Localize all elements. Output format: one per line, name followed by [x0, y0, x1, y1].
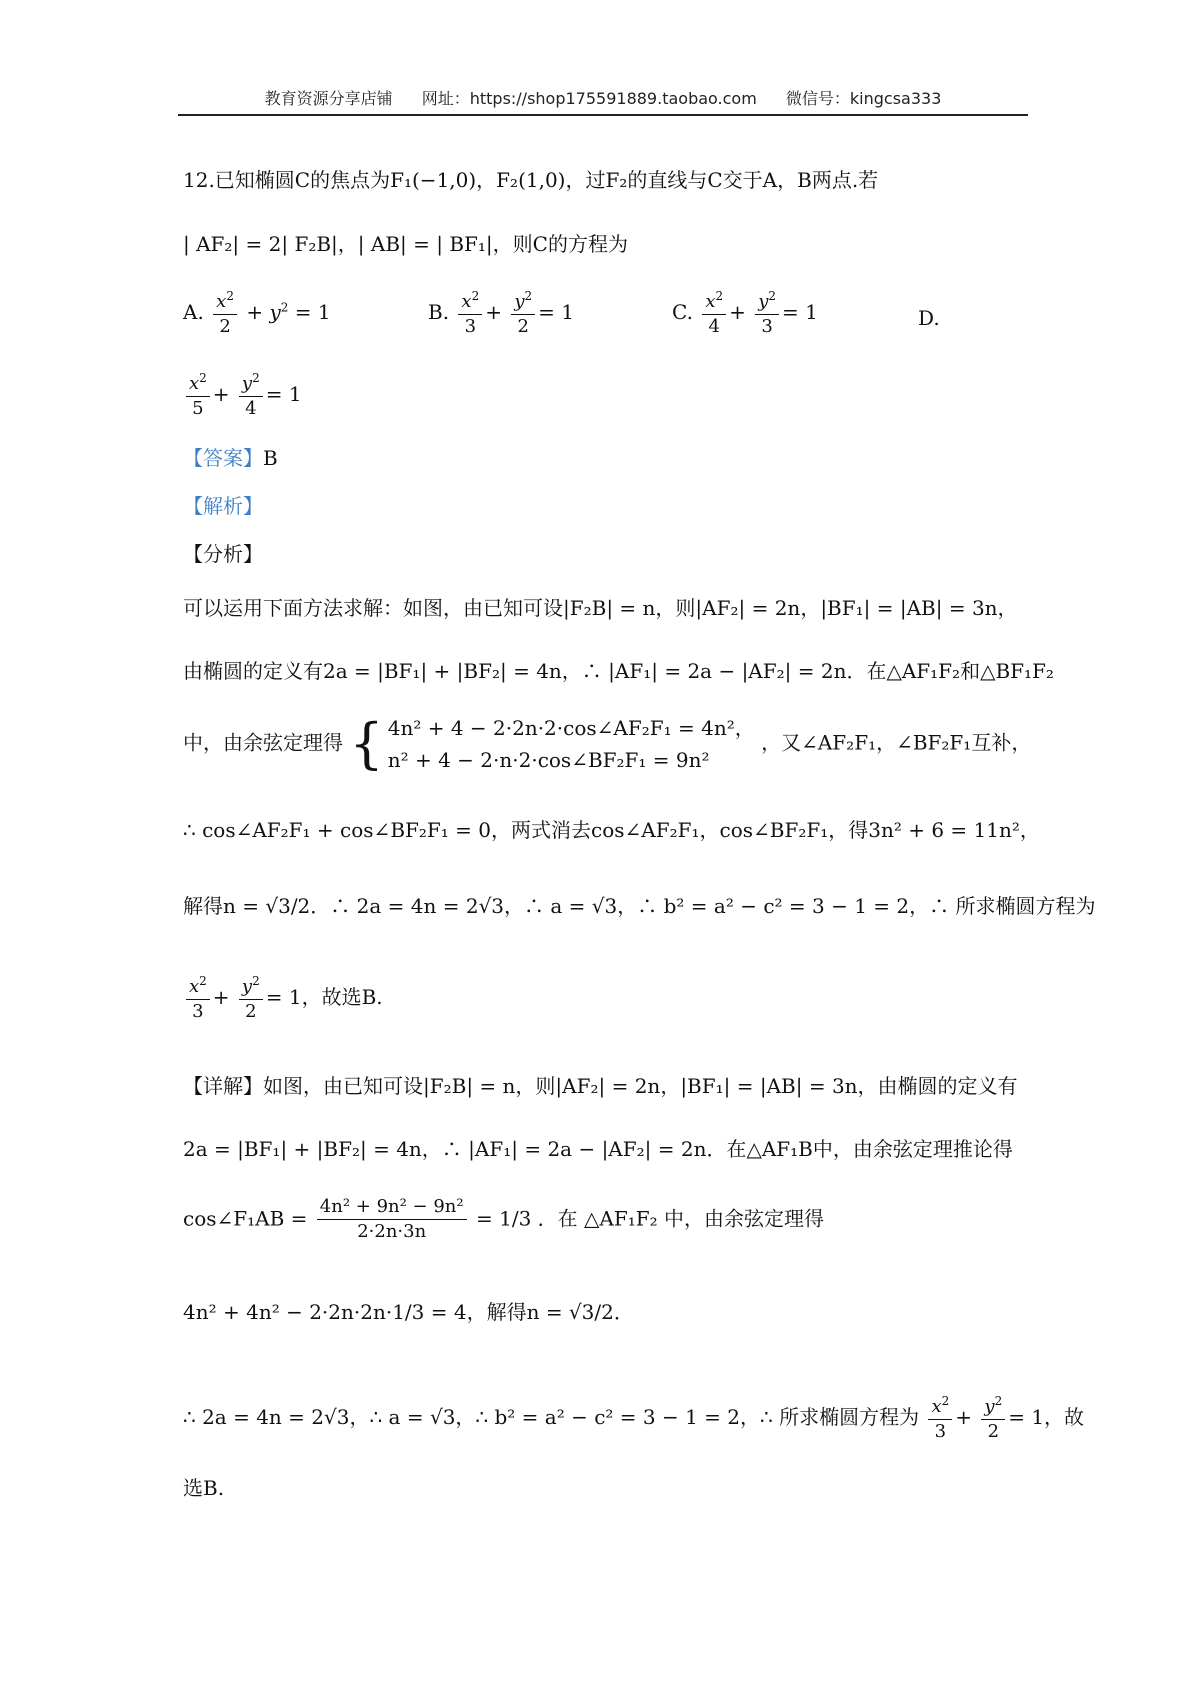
equation-system: { 4n² + 4 − 2·2n·2·cos∠AF₂F₁ = 4n²， n² + 4 − 2·n·2·cos∠BF₂F₁ = 9n² — [349, 712, 755, 775]
header-shop: 教育资源分享店铺 — [264, 89, 393, 108]
fenxi-p3-pre: 中，由余弦定理得 — [183, 730, 343, 755]
header-url: 网址：https://shop175591889.taobao.com — [421, 89, 757, 108]
detail-p5-tail: = 1，故 — [1008, 1404, 1085, 1429]
header-wechat: 微信号：kingcsa333 — [785, 89, 942, 108]
question-line-2: | AF₂| = 2| F₂B|，| AB| = | BF₁|，则C的方程为 — [183, 232, 628, 256]
option-d-label: D. — [918, 306, 940, 330]
fenxi-label: 【分析】 — [183, 542, 263, 566]
detail-p1 — [183, 1070, 1018, 1099]
option-c: C. $\frac{x^2}{4}$ + $\frac{y^2}{3}$ = 1 — [672, 289, 818, 337]
detail-p5-text: ∴ 2a = 4n = 2√3，∴ a = √3，∴ b² = a² − c² = 3 − 1 = 2，∴ 所求椭圆方程为 — [183, 1404, 920, 1429]
option-a: A. $\frac{x^2}{2}$ + $y^2 = 1$ — [183, 289, 331, 337]
equation-1: 4n² + 4 − 2·2n·2·cos∠AF₂F₁ = 4n²， — [387, 716, 755, 740]
detail-p3 — [183, 1198, 824, 1242]
fenxi-p4: ∴ cos∠AF₂F₁ + cos∠BF₂F₁ = 0，两式消去cos∠AF₂F₁，cos∠BF₂F₁，得3n² + 6 = 11n²， — [183, 818, 1040, 842]
question-line-1: 12.已知椭圆C的焦点为F₁(−1,0)，F₂(1,0)，过F₂的直线与C交于A，B两点.若 — [183, 168, 879, 192]
detail-p4: 4n² + 4n² − 2·2n·2n·1/3 = 4，解得n = √3/2． — [183, 1300, 634, 1324]
detail-p5: ∴ 2a = 4n = 2√3，∴ a = √3，∴ b² = a² − c² = 3 − 1 = 2，∴ 所求椭圆方程为 $\frac{x^2}{3}$ + $\frac{y^2}{2}$ = 1，故 — [183, 1394, 1085, 1442]
fenxi-p3-post: ，又∠AF₂F₁，∠BF₂F₁互补， — [761, 730, 1032, 755]
option-a-label: A. — [183, 299, 204, 324]
option-c-label: C. — [672, 299, 693, 324]
fenxi-p1: 可以运用下面方法求解：如图，由已知可设|F₂B| = n，则|AF₂| = 2n，|BF₁| = |AB| = 3n， — [183, 596, 1018, 620]
detail-p2: 2a = |BF₁| + |BF₂| = 4n，∴ |AF₁| = 2a − |AF₂| = 2n．在△AF₁B中，由余弦定理推论得 — [183, 1137, 1013, 1161]
fenxi-p5: 解得n = √3/2．∴ 2a = 4n = 2√3，∴ a = √3，∴ b² = a² − c² = 3 − 1 = 2，∴ 所求椭圆方程为 — [183, 894, 1096, 918]
answer-label: 【答案】 — [183, 446, 263, 470]
detail-p3-pre: cos∠F₁AB = — [183, 1206, 308, 1231]
answer-value: B — [263, 446, 278, 470]
fenxi-p3 — [183, 712, 1031, 776]
page-header — [178, 86, 1028, 116]
fenxi-p6-text: ，故选B. — [301, 984, 383, 1009]
detail-p6: 选B. — [183, 1476, 225, 1500]
fenxi-p6: $\frac{x^2}{3}$ + $\frac{y^2}{2}$ = 1，故选B. — [183, 975, 383, 1022]
option-a-fraction: $\frac{x^2}{2}$ — [213, 290, 237, 337]
detail-p1-text: 如图，由已知可设|F₂B| = n，则|AF₂| = 2n，|BF₁| = |AB| = 3n，由椭圆的定义有 — [263, 1074, 1018, 1098]
option-b: B. $\frac{x^2}{3}$ + $\frac{y^2}{2}$ = 1 — [428, 289, 574, 337]
fenxi-p2: 由椭圆的定义有2a = |BF₁| + |BF₂| = 4n，∴ |AF₁| = 2a − |AF₂| = 2n．在△AF₁F₂和△BF₁F₂ — [183, 659, 1054, 683]
detail-p3-fraction: $\frac{\text{4n² + 9n² − 9n²}}{2\cdot 2n\cdot 3n}$ — [317, 1198, 467, 1242]
detail-p3-post: = 1/3 ．在 △AF₁F₂ 中，由余弦定理得 — [475, 1206, 824, 1231]
answer-line — [183, 442, 278, 471]
detail-label: 【详解】 — [183, 1074, 263, 1098]
option-d: $\frac{x^2}{5}$ + $\frac{y^2}{4}$ = 1 — [183, 372, 302, 419]
option-b-label: B. — [428, 299, 450, 324]
equation-2: n² + 4 − 2·n·2·cos∠BF₂F₁ = 9n² — [387, 748, 710, 772]
analysis-label: 【解析】 — [183, 494, 263, 518]
